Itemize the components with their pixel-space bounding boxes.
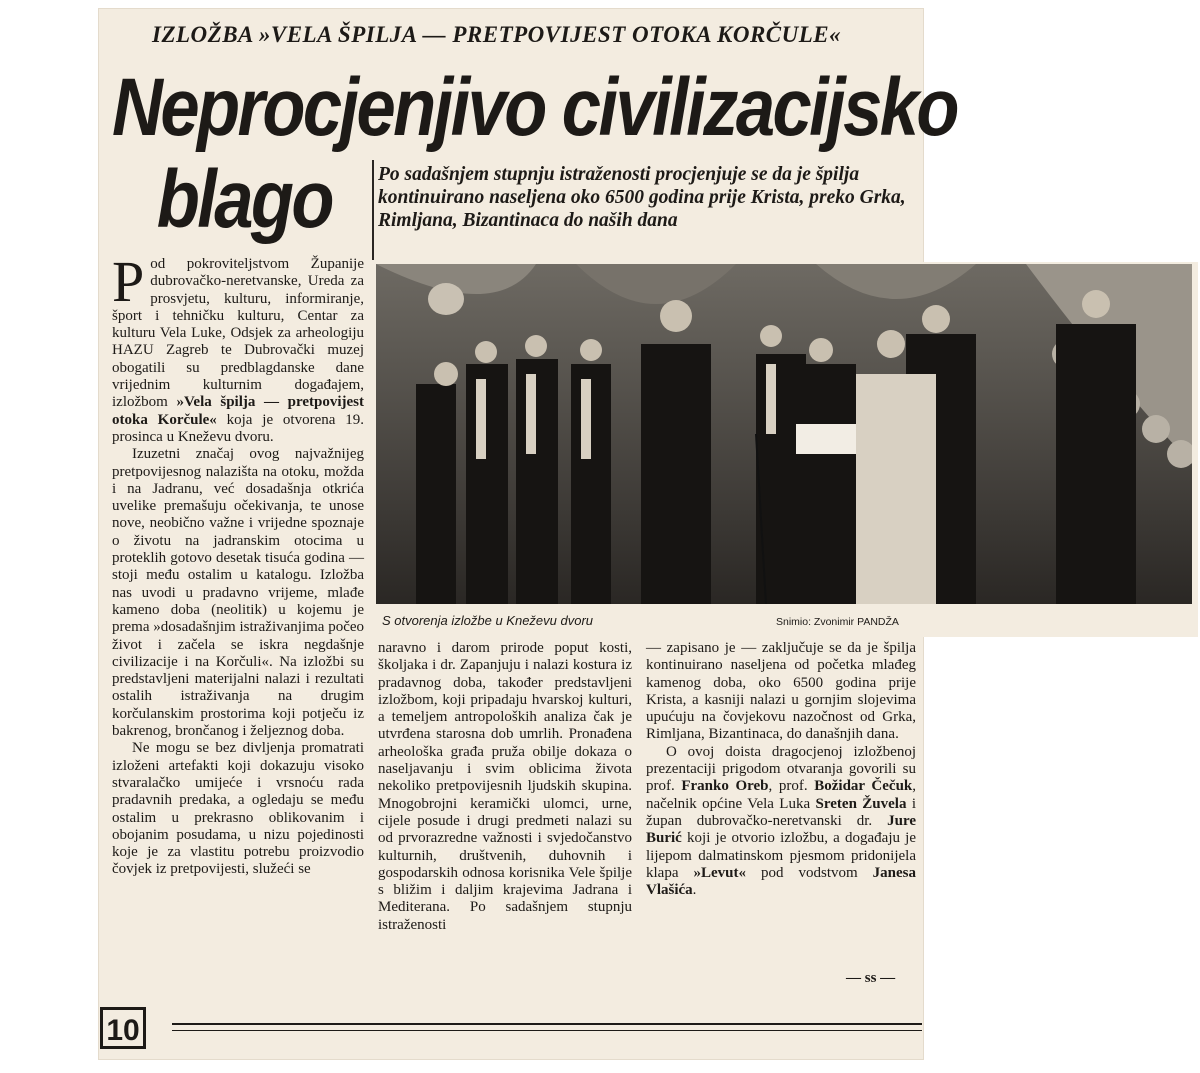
speaker-name: Franko Oreb <box>681 778 769 795</box>
column-1 <box>112 249 365 879</box>
column-1-paragraph-2: Izuzetni značaj ovog najvažnijeg pretpovijesnog nalazišta na otoku, možda i na Jadranu, već dosadašnja otkrića uvelike premašuju očekivanja, te unose nove, neobično važne i vrijedne spoznaje o životu na jadranskim otocima u proteklih gotovo desetak tisuća godina — stoji među ostalim u katalogu. Izložba nas uvodi u pradavno vrijeme, mlađe kameno doba (neolitik) u kojemu je prema »dosadašnjim istraživanjima počeo život i začela se iskra negdašnje civilizacije i na Korčuli«. Na izložbi su predstavljeni materijalni nalazi i rezultati ostalih istraživanja na drugim korčulanskim prostorima koji potječu iz bakrenog, brončanog i željeznog doba. <box>112 446 365 740</box>
column-3-paragraph-1: — zapisano je — zaključuje se da je špilja kontinuirano naseljena od početka mlađeg kamenog doba, oko 6500 godina prije Krista, a kasniji nalazi u gornjim slojevima upućuju na čovjekovu nazočnost od Grka, Rimljana, Bizantinaca, do današnjih dana. <box>646 640 916 743</box>
deck-rule <box>372 160 374 260</box>
exhibition-title: »Vela špilja — pretpovijest otoka Korčule« <box>112 394 364 428</box>
photo-illustration <box>376 264 1192 604</box>
footer-rule <box>172 1023 922 1025</box>
column-1-paragraph-3: Ne mogu se bez divljenja promatrati izloženi artefakti koji dokazuju visoko stvaralačko umijeće i vrsnoću rada pradavnih predaka, a ogledaju se među ostalim u prekrasno oblikovanim i obojanim posudama, u nizu pojedinosti koje je za vlastitu potrebu proizvodio čovjek iz pretpovijesti, služeći se <box>112 740 364 878</box>
speaker-name: Sreten Žuvela <box>815 795 907 812</box>
speaker-name: Božidar Čečuk <box>814 778 913 795</box>
deck: Po sadašnjem stupnju istraženosti procjenjuje se da je špilja kontinuirano naseljena oko 6500 godina prije Krista, preko Grka, Rimljana, Bizantinaca do naših dana <box>378 164 906 231</box>
photo-credit: Snimio: Zvonimir PANDŽA <box>776 616 899 628</box>
kicker: IZLOŽBA »VELA ŠPILJA — PRETPOVIJEST OTOKA KORČULE« <box>152 22 842 47</box>
column-2 <box>378 640 632 934</box>
headline-line-1: Neprocjenjivo civilizacijsko <box>112 62 957 153</box>
column-1-paragraph-1: Pod pokroviteljstvom Županije dubrovačko-neretvanske, Ureda za prosvjetu, kulturu, informiranje, šport i tehničku kulturu, Centar za kulturu Vela Luke, Odsjek za arheologiju HAZU Zagreb te Dubrovački muzej obogatili su predblagdanske dane vrijednim kulturnim događajem, izložbom »Vela špilja — pretpovijest otoka Korčule« koja je otvorena 19. prosinca u Kneževu dvoru. <box>112 249 364 445</box>
column-3 <box>646 640 916 899</box>
photo-caption: S otvorenja izložbe u Kneževu dvoru <box>382 613 594 628</box>
column-2-paragraph-1: naravno i darom prirode poput kosti, školjaka i dr. Zapanjuju i nalazi kostura iz pradavnog doba, također predstavljeni izložbom, koji pripadaju hvarskoj kulturi, a temeljem antropoloških analiza čak je utvrđena starosna dob umrlih. Pronađena arheološka građa pruža obilje dokaza o naseljavanju i svim oblicima života nekoliko pretpovijesnih ljudskih skupina. Mnogobrojni keramički ulomci, urne, cijele posude i drugi predmeti nalazi su od prvorazredne važnosti i svjedočanstvo kulturnih, društvenih, duhovnih i gospodarskih odnosa korisnika Vele špilje s bližim i daljim krajevima Jadrana i Mediterana. Po sadašnjem stupnju istraženosti <box>378 640 632 933</box>
conductor-name: Janesa Vlašića <box>646 864 916 899</box>
article-photo <box>376 264 1192 604</box>
speaker-name: Jure Burić <box>646 812 917 847</box>
band-name: »Levut« <box>693 864 746 881</box>
footer-rule-thin <box>172 1030 922 1031</box>
page-number: 10 <box>100 1007 146 1049</box>
dropcap: P <box>112 249 145 314</box>
headline-line-2: blago <box>156 154 332 245</box>
column-3-paragraph-2: O ovoj doista dragocjenoj izložbenoj prezentaciji prigodom otvaranja govorili su prof. Franko Oreb, prof. Božidar Čečuk, načelnik općine Vela Luka Sreten Žuvela i župan dubrovačko-neretvanski dr. Jure Burić koji je otvorio izložbu, a događaju je lijepom dalmatinskom pjesmom pridonijela klapa »Levut« pod vodstvom Janesa Vlašića. <box>646 743 917 899</box>
author-signature: — ss — <box>846 970 896 986</box>
